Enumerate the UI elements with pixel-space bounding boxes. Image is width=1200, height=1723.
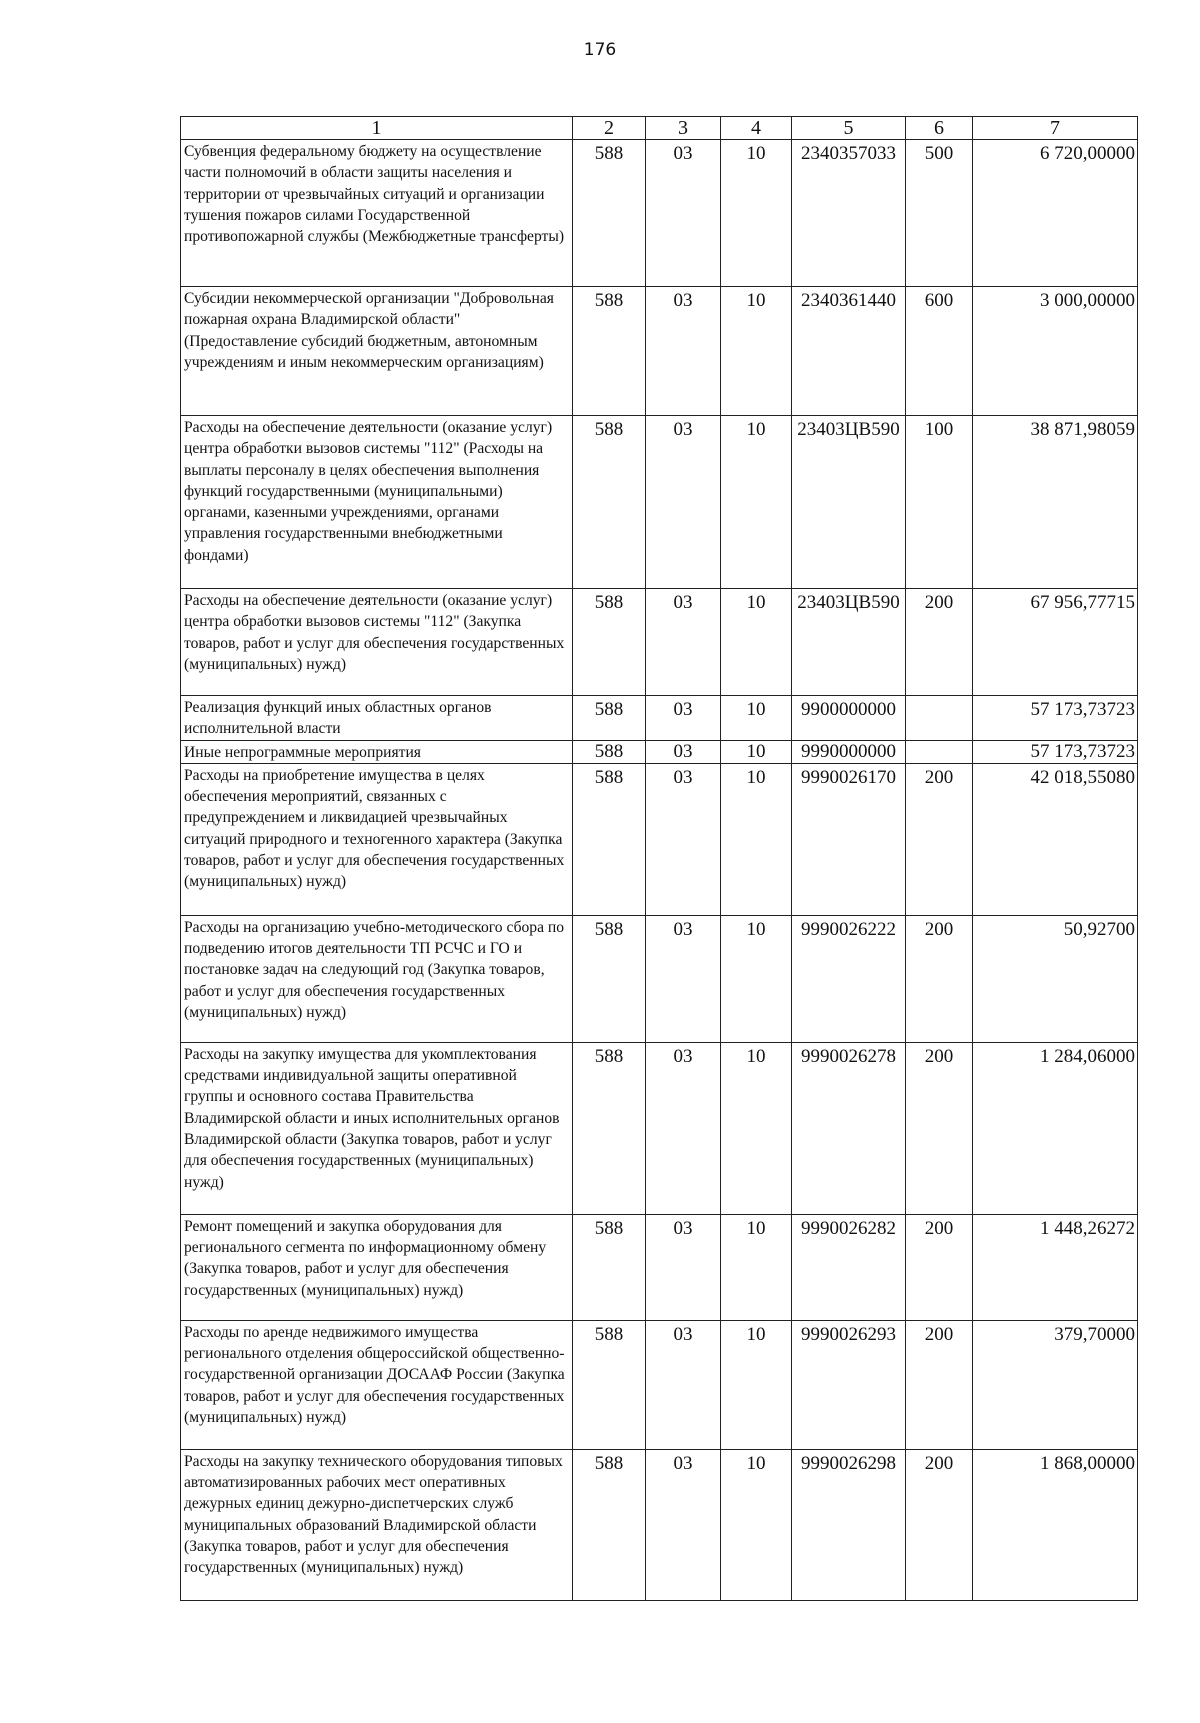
target-article-code: 9990000000	[792, 740, 906, 763]
subsection-code: 10	[721, 1214, 792, 1320]
section-code: 03	[646, 696, 721, 741]
section-code: 03	[646, 287, 721, 416]
table-row	[181, 915, 1138, 1042]
ministry-code: 588	[573, 1320, 646, 1449]
subsection-code: 10	[721, 287, 792, 416]
table-row	[181, 1320, 1138, 1449]
header-row	[181, 117, 1138, 140]
ministry-code: 588	[573, 416, 646, 589]
subsection-code: 10	[721, 740, 792, 763]
column-header: 2	[573, 117, 646, 140]
amount: 57 173,73723	[973, 740, 1138, 763]
row-description: Расходы на закупку имущества для укомплектования средствами индивидуальной защиты оперативной группы и основного состава Правительства Владимирской области и иных исполнительных органов Владимирской области (Закупка товаров, работ и услуг для обеспечения государственных (муниципальных) нужд)	[181, 1042, 573, 1214]
expense-type-code	[906, 740, 973, 763]
ministry-code: 588	[573, 140, 646, 287]
amount: 6 720,00000	[973, 140, 1138, 287]
target-article-code: 9900000000	[792, 696, 906, 741]
subsection-code: 10	[721, 696, 792, 741]
subsection-code: 10	[721, 1320, 792, 1449]
table-row	[181, 763, 1138, 915]
table-row	[181, 1214, 1138, 1320]
column-header: 1	[181, 117, 573, 140]
amount: 3 000,00000	[973, 287, 1138, 416]
subsection-code: 10	[721, 915, 792, 1042]
column-header: 6	[906, 117, 973, 140]
target-article-code: 23403ЦВ590	[792, 589, 906, 696]
ministry-code: 588	[573, 287, 646, 416]
ministry-code: 588	[573, 589, 646, 696]
row-description: Субвенция федеральному бюджету на осуществление части полномочий в области защиты населения и территории от чрезвычайных ситуаций и организации тушения пожаров силами Государственной противопожарной службы (Межбюджетные трансферты)	[181, 140, 573, 287]
target-article-code: 9990026293	[792, 1320, 906, 1449]
expense-type-code: 200	[906, 915, 973, 1042]
row-description: Расходы на закупку технического оборудования типовых автоматизированных рабочих мест оперативных дежурных единиц дежурно-диспетчерских служб муниципальных образований Владимирской области (Закупка товаров, работ и услуг для обеспечения государственных (муниципальных) нужд)	[181, 1449, 573, 1600]
table-row	[181, 740, 1138, 763]
table-row	[181, 140, 1138, 287]
row-description: Расходы по аренде недвижимого имущества регионального отделения общероссийской общественно-государственной организации ДОСААФ России (Закупка товаров, работ и услуг для обеспечения государственных (муниципальных) нужд)	[181, 1320, 573, 1449]
section-code: 03	[646, 416, 721, 589]
ministry-code: 588	[573, 1214, 646, 1320]
subsection-code: 10	[721, 1449, 792, 1600]
table-row	[181, 287, 1138, 416]
ministry-code: 588	[573, 915, 646, 1042]
row-description: Субсидии некоммерческой организации "Добровольная пожарная охрана Владимирской области" (Предоставление субсидий бюджетным, автономным учреждениям и иным некоммерческим организациям)	[181, 287, 573, 416]
target-article-code: 9990026282	[792, 1214, 906, 1320]
ministry-code: 588	[573, 740, 646, 763]
amount: 42 018,55080	[973, 763, 1138, 915]
ministry-code: 588	[573, 1449, 646, 1600]
table-row	[181, 696, 1138, 741]
section-code: 03	[646, 140, 721, 287]
expense-type-code: 200	[906, 1042, 973, 1214]
target-article-code: 9990026170	[792, 763, 906, 915]
amount: 1 284,06000	[973, 1042, 1138, 1214]
budget-table	[180, 116, 1138, 1601]
amount: 57 173,73723	[973, 696, 1138, 741]
row-description: Расходы на приобретение имущества в целях обеспечения мероприятий, связанных с предупреждением и ликвидацией чрезвычайных ситуаций природного и техногенного характера (Закупка товаров, работ и услуг для обеспечения государственных (муниципальных) нужд)	[181, 763, 573, 915]
row-description: Расходы на обеспечение деятельности (оказание услуг) центра обработки вызовов системы "112" (Расходы на выплаты персоналу в целях обеспечения выполнения функций государственными (муниципальными) органами, казенными учреждениями, органами управления государственными внебюджетными фондами)	[181, 416, 573, 589]
section-code: 03	[646, 740, 721, 763]
subsection-code: 10	[721, 140, 792, 287]
column-header: 4	[721, 117, 792, 140]
section-code: 03	[646, 1042, 721, 1214]
page-number: 176	[583, 40, 617, 60]
column-header: 5	[792, 117, 906, 140]
section-code: 03	[646, 1214, 721, 1320]
expense-type-code: 600	[906, 287, 973, 416]
amount: 379,70000	[973, 1320, 1138, 1449]
amount: 50,92700	[973, 915, 1138, 1042]
section-code: 03	[646, 763, 721, 915]
row-description: Расходы на обеспечение деятельности (оказание услуг) центра обработки вызовов системы "112" (Закупка товаров, работ и услуг для обеспечения государственных (муниципальных) нужд)	[181, 589, 573, 696]
row-description: Иные непрограммные мероприятия	[181, 740, 573, 763]
section-code: 03	[646, 915, 721, 1042]
amount: 67 956,77715	[973, 589, 1138, 696]
subsection-code: 10	[721, 589, 792, 696]
target-article-code: 2340361440	[792, 287, 906, 416]
column-header: 3	[646, 117, 721, 140]
ministry-code: 588	[573, 1042, 646, 1214]
expense-type-code: 200	[906, 1320, 973, 1449]
amount: 1 448,26272	[973, 1214, 1138, 1320]
expense-type-code: 500	[906, 140, 973, 287]
table-row	[181, 589, 1138, 696]
expense-type-code: 200	[906, 1214, 973, 1320]
expense-type-code: 200	[906, 589, 973, 696]
expense-type-code: 200	[906, 1449, 973, 1600]
table-row	[181, 416, 1138, 589]
row-description: Ремонт помещений и закупка оборудования для регионального сегмента по информационному обмену (Закупка товаров, работ и услуг для обеспечения государственных (муниципальных) нужд)	[181, 1214, 573, 1320]
target-article-code: 9990026222	[792, 915, 906, 1042]
section-code: 03	[646, 589, 721, 696]
expense-type-code: 100	[906, 416, 973, 589]
table-row	[181, 1449, 1138, 1600]
target-article-code: 9990026278	[792, 1042, 906, 1214]
table-row	[181, 1042, 1138, 1214]
target-article-code: 23403ЦВ590	[792, 416, 906, 589]
subsection-code: 10	[721, 763, 792, 915]
column-header: 7	[973, 117, 1138, 140]
section-code: 03	[646, 1449, 721, 1600]
row-description: Расходы на организацию учебно-методического сбора по подведению итогов деятельности ТП РСЧС и ГО и постановке задач на следующий год (Закупка товаров, работ и услуг для обеспечения государственных (муниципальных) нужд)	[181, 915, 573, 1042]
ministry-code: 588	[573, 763, 646, 915]
subsection-code: 10	[721, 1042, 792, 1214]
amount: 38 871,98059	[973, 416, 1138, 589]
expense-type-code: 200	[906, 763, 973, 915]
target-article-code: 9990026298	[792, 1449, 906, 1600]
amount: 1 868,00000	[973, 1449, 1138, 1600]
row-description: Реализация функций иных областных органов исполнительной власти	[181, 696, 573, 741]
subsection-code: 10	[721, 416, 792, 589]
section-code: 03	[646, 1320, 721, 1449]
expense-type-code	[906, 696, 973, 741]
ministry-code: 588	[573, 696, 646, 741]
target-article-code: 2340357033	[792, 140, 906, 287]
